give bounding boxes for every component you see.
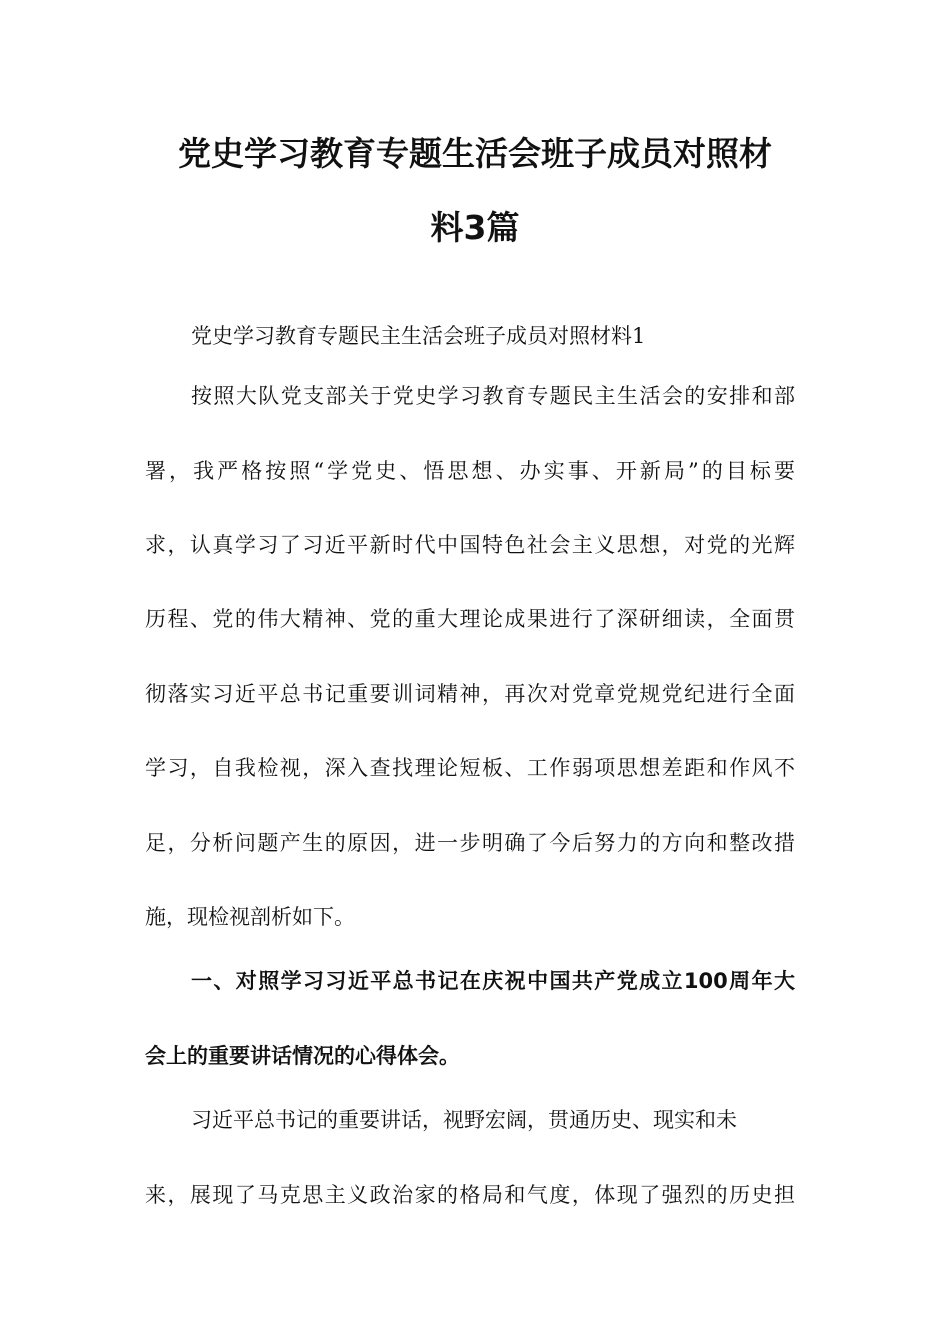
- section-subtitle: 党史学习教育专题民主生活会班子成员对照材料1: [191, 324, 646, 348]
- heading-1-line-1: 一、对照学习习近平总书记在庆祝中国共产党成立100周年大: [191, 969, 795, 993]
- paragraph-1-line-5: 彻落实习近平总书记重要训词精神，再次对党章党规党纪进行全面: [145, 682, 795, 706]
- document-title-line-2: 料3篇: [430, 208, 520, 247]
- paragraph-1-line-4: 历程、党的伟大精神、党的重大理论成果进行了深研细读，全面贯: [145, 607, 795, 631]
- paragraph-1-line-1: 按照大队党支部关于党史学习教育专题民主生活会的安排和部: [191, 384, 795, 408]
- paragraph-2-line-2: 来，展现了马克思主义政治家的格局和气度，体现了强烈的历史担: [145, 1183, 795, 1207]
- paragraph-1-line-7: 足，分析问题产生的原因，进一步明确了今后努力的方向和整改措: [145, 831, 795, 855]
- paragraph-1-line-3: 求，认真学习了习近平新时代中国特色社会主义思想，对党的光辉: [145, 533, 795, 557]
- paragraph-2-line-1: 习近平总书记的重要讲话，视野宏阔，贯通历史、现实和未: [191, 1108, 737, 1132]
- paragraph-1-line-8: 施，现检视剖析如下。: [145, 905, 355, 929]
- paragraph-1-line-6: 学习，自我检视，深入查找理论短板、工作弱项思想差距和作风不: [145, 756, 795, 780]
- document-title-line-1: 党史学习教育专题生活会班子成员对照材: [178, 134, 772, 173]
- paragraph-1-line-2: 署，我严格按照“学党史、悟思想、办实事、开新局”的目标要: [145, 459, 795, 483]
- heading-1-line-2: 会上的重要讲话情况的心得体会。: [145, 1044, 460, 1068]
